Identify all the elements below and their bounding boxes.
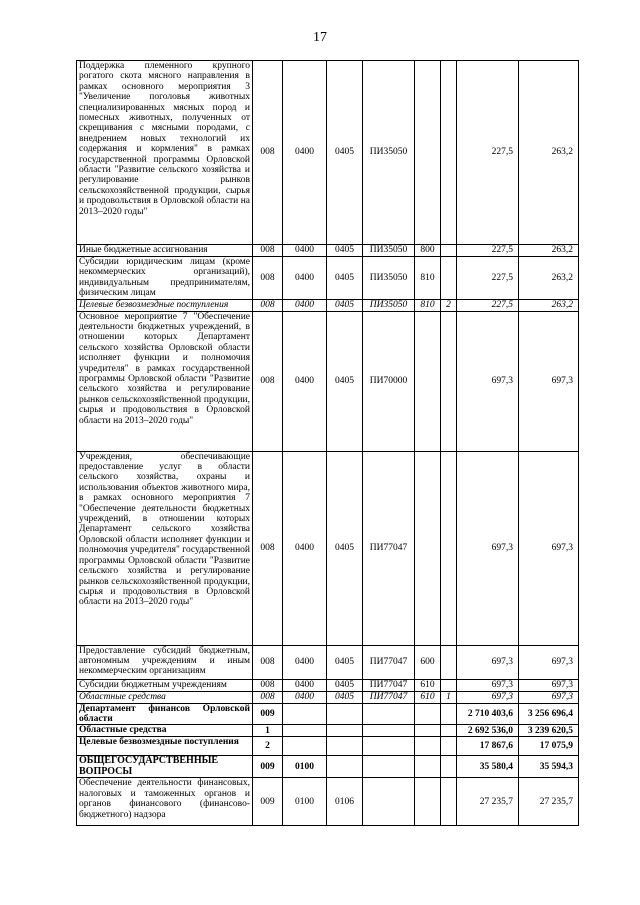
row-description: Субсидии юридическим лицам (кроме некоммерческих организаций), индивидуальным предпринимателям, физическим лицам	[77, 257, 253, 300]
code-cell	[415, 61, 441, 245]
amount-cell: 697,3	[519, 645, 579, 679]
table-row	[77, 451, 579, 645]
amount-cell: 697,3	[519, 679, 579, 691]
code-cell: 0400	[283, 257, 327, 300]
page-number: 17	[313, 30, 327, 45]
code-cell: ПИ70000	[363, 311, 415, 451]
code-cell	[441, 725, 457, 737]
code-cell	[283, 737, 327, 756]
amount-cell: 27 235,7	[457, 778, 519, 826]
code-cell	[283, 725, 327, 737]
code-cell: 0100	[283, 778, 327, 826]
code-cell: 008	[253, 61, 283, 245]
code-cell: 009	[253, 703, 283, 725]
code-cell: 0400	[283, 245, 327, 257]
code-cell	[283, 703, 327, 725]
code-cell: ПИ77047	[363, 451, 415, 645]
code-cell: 0106	[327, 778, 363, 826]
code-cell: ПИ77047	[363, 645, 415, 679]
code-cell	[415, 311, 441, 451]
table-row	[77, 756, 579, 778]
code-cell: 008	[253, 299, 283, 311]
code-cell: 0405	[327, 451, 363, 645]
code-cell	[415, 703, 441, 725]
code-cell: 0405	[327, 257, 363, 300]
amount-cell: 697,3	[457, 645, 519, 679]
code-cell: 0100	[283, 756, 327, 778]
code-cell	[441, 703, 457, 725]
code-cell	[441, 257, 457, 300]
code-cell: 008	[253, 245, 283, 257]
code-cell	[327, 725, 363, 737]
code-cell: 0400	[283, 61, 327, 245]
code-cell	[363, 756, 415, 778]
code-cell	[441, 737, 457, 756]
code-cell: 008	[253, 451, 283, 645]
code-cell: 810	[415, 257, 441, 300]
table-row	[77, 703, 579, 725]
table-row	[77, 311, 579, 451]
code-cell	[441, 245, 457, 257]
code-cell	[441, 451, 457, 645]
code-cell: ПИ35050	[363, 245, 415, 257]
amount-cell: 3 256 696,4	[519, 703, 579, 725]
code-cell	[441, 645, 457, 679]
amount-cell: 27 235,7	[519, 778, 579, 826]
code-cell	[327, 703, 363, 725]
table-row	[77, 299, 579, 311]
amount-cell: 3 239 620,5	[519, 725, 579, 737]
code-cell: 0400	[283, 311, 327, 451]
code-cell: ПИ35050	[363, 299, 415, 311]
table-body	[77, 61, 579, 826]
code-cell	[327, 756, 363, 778]
amount-cell: 697,3	[457, 451, 519, 645]
code-cell: 0400	[283, 299, 327, 311]
code-cell	[441, 61, 457, 245]
code-cell: ПИ77047	[363, 691, 415, 703]
code-cell: ПИ35050	[363, 257, 415, 300]
code-cell: ПИ35050	[363, 61, 415, 245]
code-cell: 009	[253, 756, 283, 778]
code-cell: 0405	[327, 691, 363, 703]
amount-cell: 227,5	[457, 299, 519, 311]
code-cell: 008	[253, 645, 283, 679]
amount-cell: 697,3	[457, 311, 519, 451]
amount-cell: 17 867,6	[457, 737, 519, 756]
row-description: Основное мероприятие 7 "Обеспечение деятельности бюджетных учреждений, в отношении которых Департамент сельского хозяйства Орловской области исполняет функции и полномочия учредителя" в рамках государственной программы Орловской области "Развитие сельского хозяйства и регулирование рынков сельскохозяйственной продукции, сырья и продовольствия в Орловской области на 2013–2020 годы"	[77, 311, 253, 451]
table-row	[77, 257, 579, 300]
table-row	[77, 737, 579, 756]
code-cell: 0405	[327, 679, 363, 691]
amount-cell: 697,3	[519, 311, 579, 451]
row-description: Целевые безвозмездные поступления	[77, 737, 253, 756]
budget-table	[76, 60, 579, 826]
code-cell	[415, 451, 441, 645]
code-cell	[415, 756, 441, 778]
code-cell: 0405	[327, 311, 363, 451]
code-cell	[441, 679, 457, 691]
code-cell: 610	[415, 691, 441, 703]
row-description: Департамент финансов Орловской области	[77, 703, 253, 725]
row-description: Областные средства	[77, 691, 253, 703]
amount-cell: 2 710 403,6	[457, 703, 519, 725]
table-row	[77, 691, 579, 703]
amount-cell: 227,5	[457, 245, 519, 257]
row-description: Учреждения, обеспечивающие предоставление услуг в области сельского хозяйства, охраны и использования объектов животного мира, в рамках основного мероприятия 7 "Обеспечение деятельности бюджетных учреждений, в отношении которых Департамент сельского хозяйства Орловской области исполняет функции и полномочия учредителя" государственной программы Орловской области "Развитие сельского хозяйства и регулирование рынков сельскохозяйственной продукции, сырья и продовольствия в Орловской области на 2013–2020 годы"	[77, 451, 253, 645]
row-description: Обеспечение деятельности финансовых, налоговых и таможенных органов и органов финансового (финансово-бюджетного) надзора	[77, 778, 253, 826]
row-description: Поддержка племенного крупного рогатого скота мясного направления в рамках основного мероприятия 3 "Увеличение поголовья животных специализированных мясных пород и помесных животных, полученных от скрещивания с мясными породами, с внедрением новых технологий их содержания и кормления" в рамках государственной программы Орловской области "Развитие сельского хозяйства и регулирование рынков сельскохозяйственной продукции, сырья и продовольствия в Орловской области на 2013–2020 годы"	[77, 61, 253, 245]
code-cell	[415, 725, 441, 737]
amount-cell: 263,2	[519, 61, 579, 245]
amount-cell: 227,5	[457, 257, 519, 300]
table-row	[77, 61, 579, 245]
code-cell: 0405	[327, 245, 363, 257]
code-cell: 009	[253, 778, 283, 826]
code-cell	[327, 737, 363, 756]
amount-cell: 263,2	[519, 257, 579, 300]
row-description: Областные средства	[77, 725, 253, 737]
amount-cell: 697,3	[457, 679, 519, 691]
code-cell: 800	[415, 245, 441, 257]
amount-cell: 227,5	[457, 61, 519, 245]
amount-cell: 263,2	[519, 299, 579, 311]
code-cell	[363, 703, 415, 725]
code-cell: 008	[253, 257, 283, 300]
row-description: Иные бюджетные ассигнования	[77, 245, 253, 257]
code-cell: 008	[253, 691, 283, 703]
code-cell	[363, 778, 415, 826]
table-row	[77, 245, 579, 257]
table-row	[77, 679, 579, 691]
code-cell	[441, 756, 457, 778]
code-cell: 008	[253, 679, 283, 691]
table-row	[77, 725, 579, 737]
code-cell: 610	[415, 679, 441, 691]
code-cell: 008	[253, 311, 283, 451]
amount-cell: 697,3	[519, 691, 579, 703]
row-description: Предоставление субсидий бюджетным, автономным учреждениям и иным некоммерческим организациям	[77, 645, 253, 679]
code-cell: 0400	[283, 451, 327, 645]
amount-cell: 17 075,9	[519, 737, 579, 756]
code-cell: 0400	[283, 645, 327, 679]
amount-cell: 697,3	[519, 451, 579, 645]
table-row	[77, 778, 579, 826]
code-cell	[415, 778, 441, 826]
code-cell: 0405	[327, 645, 363, 679]
code-cell: 1	[441, 691, 457, 703]
code-cell: 0405	[327, 299, 363, 311]
code-cell: 2	[253, 737, 283, 756]
code-cell: 1	[253, 725, 283, 737]
amount-cell: 697,3	[457, 691, 519, 703]
row-description: Субсидии бюджетным учреждениям	[77, 679, 253, 691]
code-cell: 2	[441, 299, 457, 311]
code-cell: 0405	[327, 61, 363, 245]
code-cell: ПИ77047	[363, 679, 415, 691]
code-cell	[441, 311, 457, 451]
code-cell	[441, 778, 457, 826]
row-description: ОБЩЕГОСУДАРСТВЕННЫЕ ВОПРОСЫ	[77, 756, 253, 778]
code-cell	[415, 737, 441, 756]
code-cell: 0400	[283, 691, 327, 703]
code-cell: 600	[415, 645, 441, 679]
code-cell: 810	[415, 299, 441, 311]
amount-cell: 2 692 536,0	[457, 725, 519, 737]
row-description: Целевые безвозмездные поступления	[77, 299, 253, 311]
amount-cell: 263,2	[519, 245, 579, 257]
amount-cell: 35 594,3	[519, 756, 579, 778]
code-cell	[363, 737, 415, 756]
code-cell	[363, 725, 415, 737]
code-cell: 0400	[283, 679, 327, 691]
table-row	[77, 645, 579, 679]
amount-cell: 35 580,4	[457, 756, 519, 778]
